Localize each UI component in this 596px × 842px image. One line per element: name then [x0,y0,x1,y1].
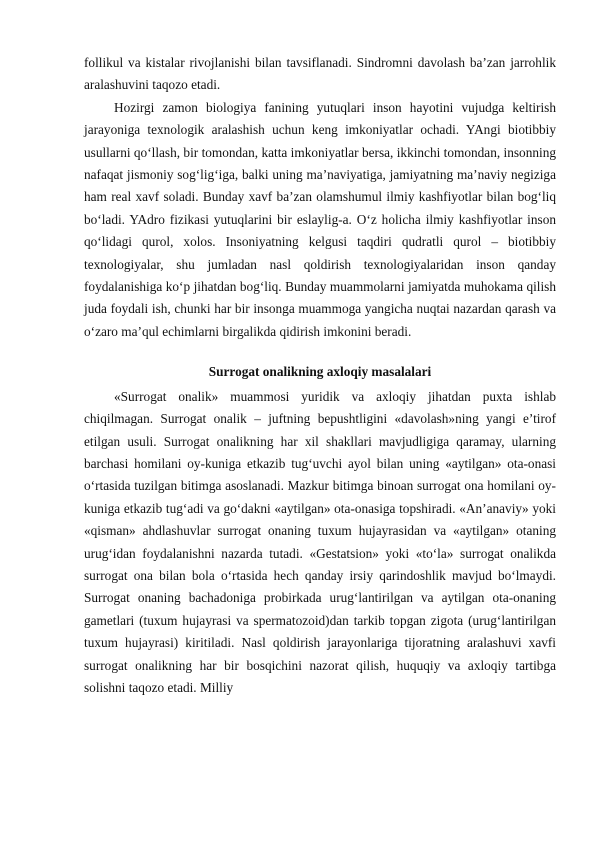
section-spacer [84,343,556,361]
paragraph-biomedical-technologies: Hozirgi zamon biologiya fanining yutuqlari inson hayotini vujudga keltirish jarayoniga texnologik aralashish uchun keng imkoniyatlar ochadi. YAngi biotibbiy usullarni qo‘llash, bir tomondan, katta imkoniyatlar bersa, ikkinchi tomondan, insonning nafaqat jismoniy sog‘lig‘iga, balki uning ma’naviyatiga, jamiyatning ma’naviy negiziga ham real xavf soladi. Bunday xavf ba’zan olamshumul ilmiy kashfiyotlar bilan bog‘liq bo‘ladi. YAdro fizikasi yutuqlarini bir eslaylig-a. O‘z holicha ilmiy kashfiyotlar inson qo‘lidagi qurol, xolos. Insoniyatning kelgusi taqdiri qudratli qurol – biotibbiy texnologiyalar, shu jumladan nasl qoldirish texnologiyalaridan inson qanday foydalanishiga ko‘p jihatdan bog‘liq. Bunday muammolarni jamiyatda muhokama qilish juda foydali ish, chunki har bir insonga muammoga yangicha nuqtai nazardan qarash va o‘zaro ma’qul echimlarni birgalikda qidirish imkonini beradi. [84,99,556,339]
section-heading: Surrogat onalikning axloqiy masalalari [208,364,432,380]
document-page [84,52,556,699]
paragraph-continuation: follikul va kistalar rivojlanishi bilan tavsiflanadi. Sindromni davolash ba’zan jarrohlik aralashuvini taqozo etadi. [84,55,556,93]
paragraph-surrogate-motherhood: «Surrogat onalik» muammosi yuridik va axloqiy jihatdan puxta ishlab chiqilmagan. Surrogat onalik – juftning bepushtligini «davolash»ning yangi e’tirof etilgan usuli. Surrogat onalikning har xil shakllari mavjudligiga qaramay, ularning barchasi homilani oy-kuniga etkazib tug‘uvchi ayol bilan uning «aytilgan» ota-onasi o‘rtasida tuzilgan bitimga asoslanadi. Mazkur bitimga binoan surrogat ona homilani oy-kuniga etkazib tug‘adi va go‘dakni «aytilgan» ota-onasiga topshiradi. «An’anaviy» yoki «qisman» ahdlashuvlar surrogat onaning tuxum hujayrasidan va «aytilgan» otaning urug‘idan foydalanishni nazarda tutadi. «Gestatsion» yoki «to‘la» surrogat onalikda surrogat ona bilan bola o‘rtasida hech qanday irsiy qarindoshlik mavjud bo‘lmaydi. Surrogat onaning bachadoniga probirkada urug‘lantirilgan va aytilgan ota-onaning gametlari (tuxum hujayrasi va spermatozoid)dan tarkib topgan zigota (urug‘lantirilgan tuxum hujayrasi) kiritiladi. Nasl qoldirish jarayonlariga tijoratning aralashuvi xavfi surrogat onalikning har bir bosqichini nazorat qilish, huquqiy va axloqiy tartibga solishni taqozo etadi. Milliy [84,388,556,695]
